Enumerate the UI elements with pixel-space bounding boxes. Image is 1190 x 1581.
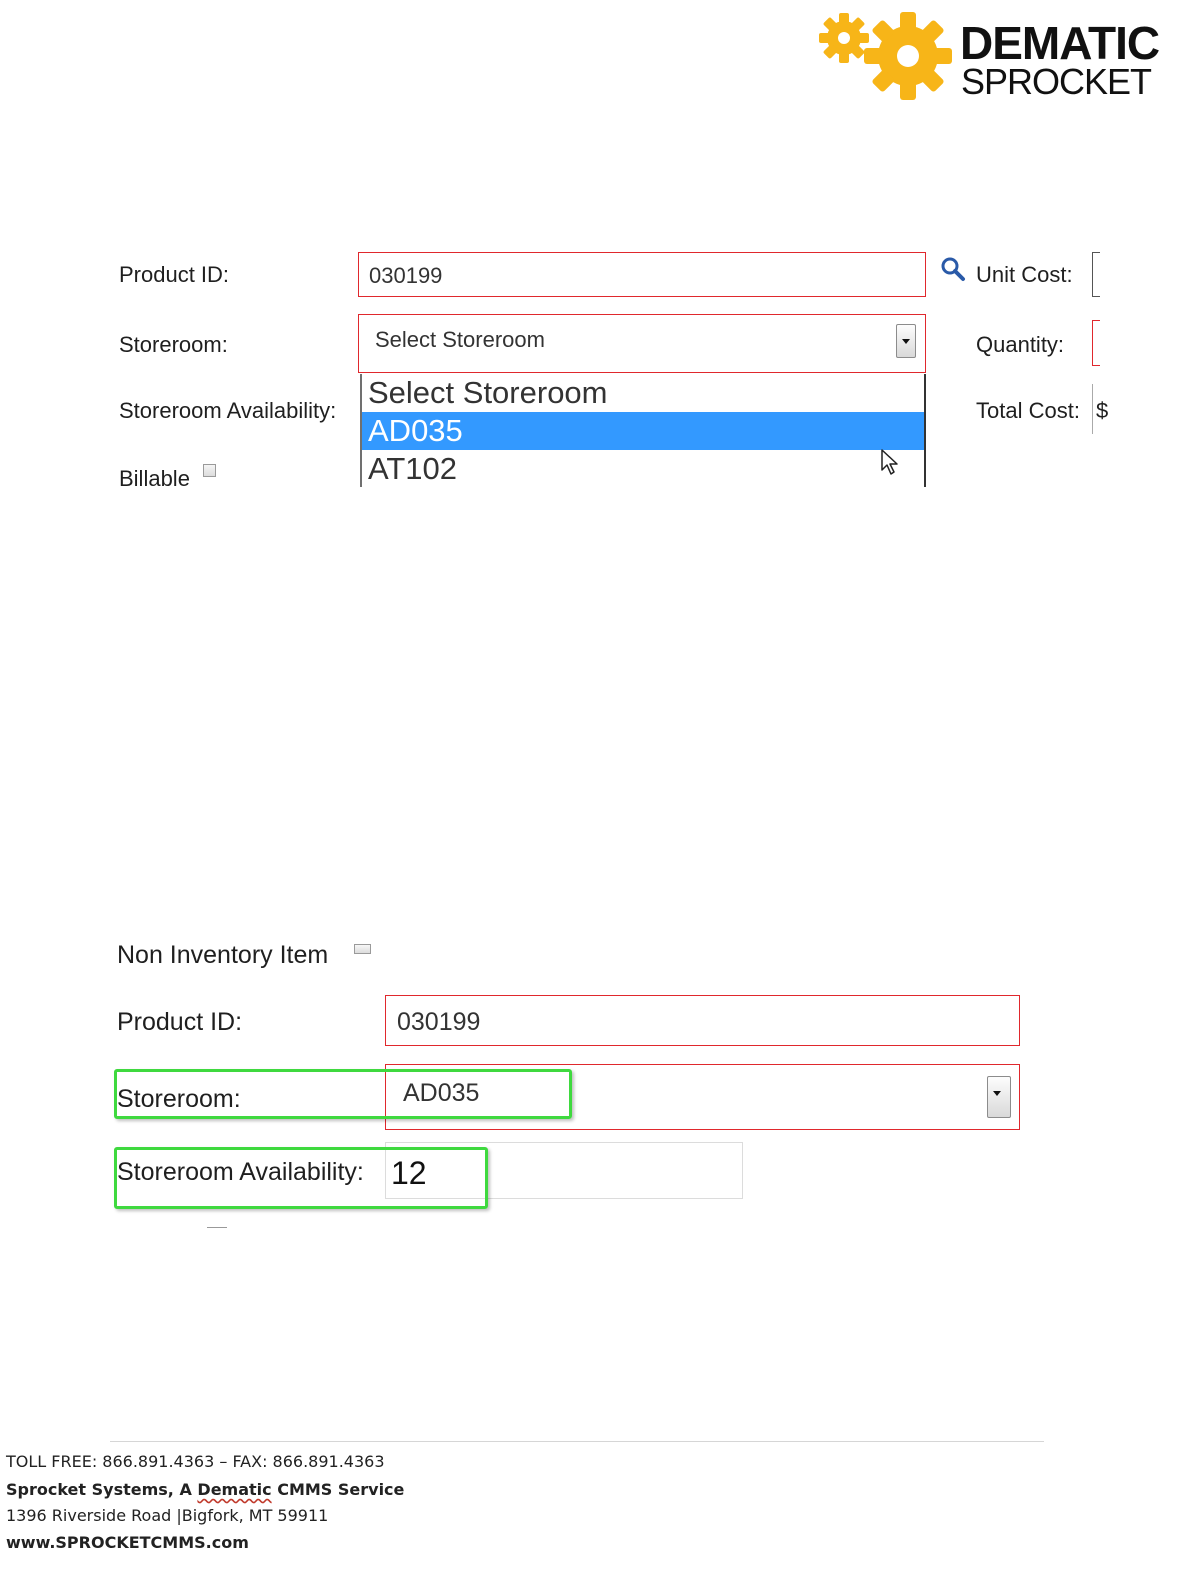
product-id-value: 030199 [397, 1008, 481, 1036]
footer-company-line [6, 1480, 404, 1499]
footer-divider [110, 1441, 1044, 1442]
storeroom-availability-value: 12 [391, 1155, 427, 1191]
storeroom-select[interactable] [358, 314, 926, 373]
quantity-label: Quantity: [976, 332, 1065, 357]
footer-company-suffix: CMMS Service [271, 1480, 405, 1499]
product-id-input[interactable] [358, 252, 926, 297]
screenshot-dropdown-open [0, 0, 1190, 490]
unit-cost-input[interactable] [1092, 252, 1100, 297]
total-cost-label: Total Cost: [976, 398, 1080, 423]
logo-word-sprocket: SPROCKET [961, 61, 1152, 102]
product-id-label: Product ID: [117, 1008, 243, 1036]
dropdown-option[interactable]: Select Storeroom [368, 375, 608, 410]
storeroom-label: Storeroom: [119, 332, 228, 357]
logo-word-dematic: DEMATIC [960, 17, 1160, 69]
non-inventory-item-label: Non Inventory Item [117, 941, 329, 969]
storeroom-selected-value: AD035 [403, 1079, 480, 1107]
footer-company-prefix: Sprocket Systems, A [6, 1480, 198, 1499]
search-icon[interactable] [940, 256, 966, 282]
dropdown-arrow-button[interactable] [987, 1076, 1011, 1118]
footer-phone-line: TOLL FREE: 866.891.4363 – FAX: 866.891.4363 [6, 1452, 385, 1471]
screenshot-storeroom-selected [0, 930, 1190, 1250]
product-id-label: Product ID: [119, 262, 230, 287]
dropdown-option-highlighted[interactable]: AD035 [362, 412, 924, 450]
storeroom-selected-value: Select Storeroom [375, 327, 545, 352]
storeroom-label: Storeroom: [117, 1085, 241, 1113]
product-id-value: 030199 [369, 263, 443, 288]
storeroom-dropdown-list [360, 374, 926, 487]
highlight-box-storeroom [114, 1069, 572, 1119]
footer-company-brand: Dematic [197, 1480, 272, 1499]
billable-row [100, 462, 360, 491]
product-id-input[interactable] [385, 995, 1020, 1046]
billable-checkbox[interactable] [203, 464, 216, 477]
storeroom-availability-label: Storeroom Availability: [119, 398, 337, 423]
storeroom-availability-label: Storeroom Availability: [117, 1158, 364, 1186]
non-inventory-checkbox[interactable] [354, 944, 371, 954]
billable-label: Billable [119, 466, 190, 491]
footer-website: www.SPROCKETCMMS.com [6, 1533, 249, 1552]
divider-fragment [207, 1227, 227, 1228]
dropdown-option[interactable]: AT102 [368, 451, 458, 486]
highlight-box-availability [114, 1147, 488, 1209]
unit-cost-label: Unit Cost: [976, 262, 1073, 287]
dropdown-arrow-button[interactable] [896, 324, 916, 358]
total-cost-field [1092, 384, 1109, 434]
total-cost-value: $ [1096, 398, 1109, 423]
mouse-cursor-icon [880, 448, 902, 476]
footer-address: 1396 Riverside Road |Bigfork, MT 59911 [6, 1506, 329, 1525]
quantity-input[interactable] [1092, 320, 1100, 366]
